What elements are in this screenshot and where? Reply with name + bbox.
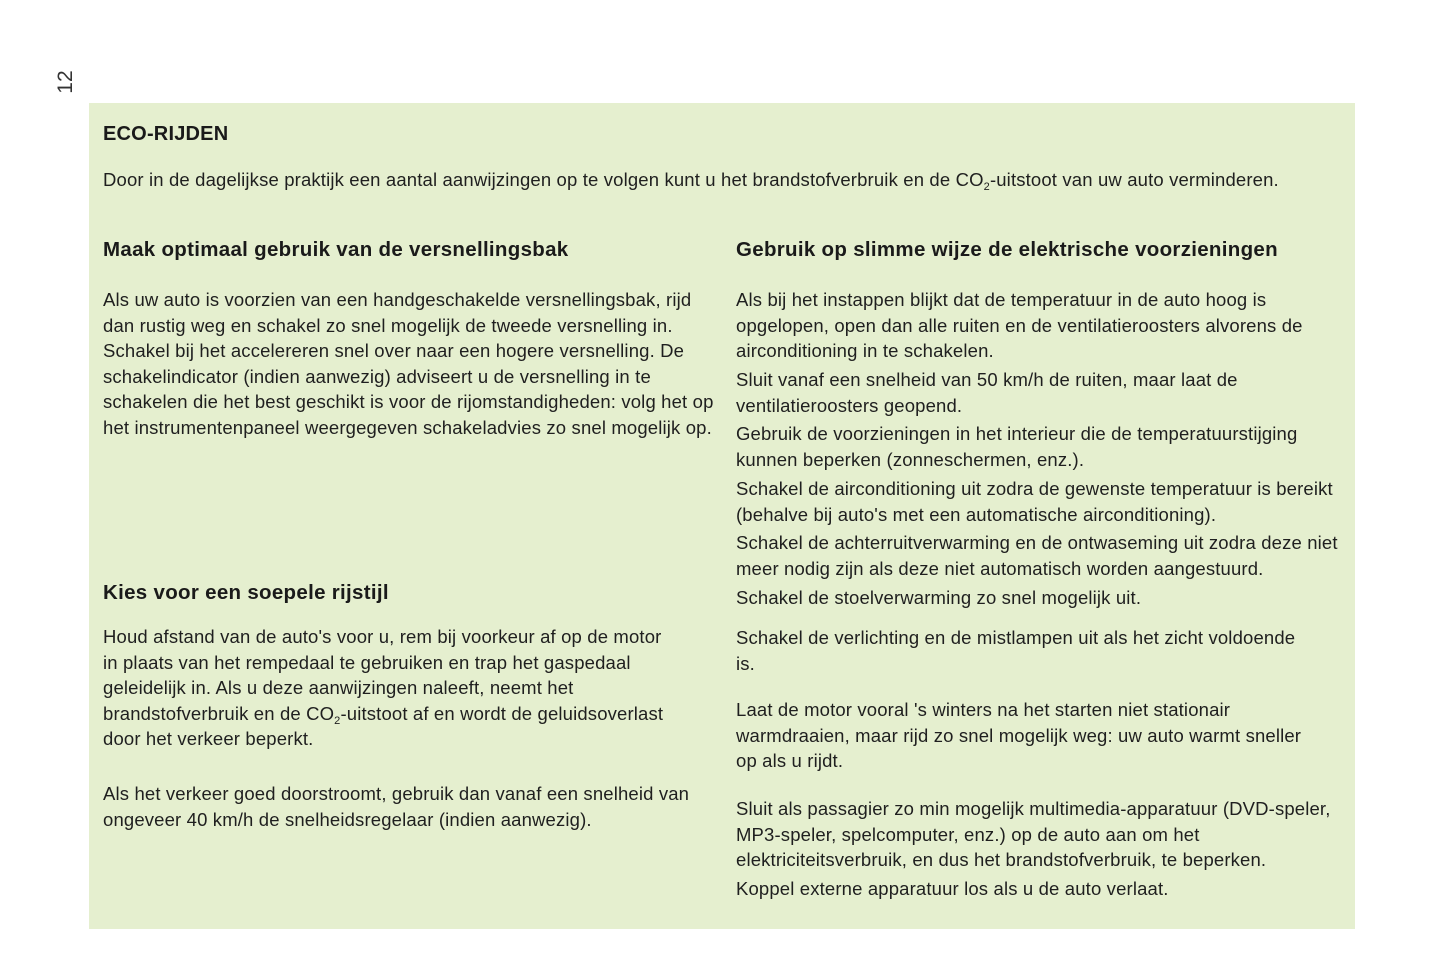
driving-style-text [103,624,675,752]
section-heading-driving-style: Kies voor een soepele rijstijl [103,581,389,604]
intro-text [103,167,1293,193]
electrical-tip-1: Als bij het instappen blijkt dat de temperatuur in de auto hoog is opgelopen, open dan alle ruiten en de ventilatieroosters alvorens de airconditioning in te schakelen. [736,289,1303,361]
electrical-tip-10: Koppel externe apparatuur los als u de auto verlaat. [736,878,1169,899]
electrical-tip-3: Gebruik de voorzieningen in het interieur die de temperatuurstijging kunnen beperken (zonneschermen, enz.). [736,423,1298,470]
electrical-tip-7: Schakel de verlichting en de mistlampen uit als het zicht voldoende is. [736,627,1296,674]
electrical-tip-9: Sluit als passagier zo min mogelijk multimedia-apparatuur (DVD-speler, MP3-speler, spelcomputer, enz.) op de auto aan om het elektriciteitsverbruik, en dus het brandstofverbruik, te beperken. [736,798,1331,870]
electrical-tip-8: Laat de motor vooral 's winters na het starten niet stationair warmdraaien, maar rijd zo snel mogelijk weg: uw auto warmt sneller op als u rijdt. [736,699,1302,771]
intro-text-part2: -uitstoot van uw auto verminderen. [989,169,1279,190]
driving-style-text-part2: -uitstoot af en wordt de geluidsoverlast door het verkeer beperkt. [103,702,664,749]
page-number: 12 [54,70,77,94]
co2-subscript: 2 [334,714,341,727]
page-title: ECO-RIJDEN [103,123,229,145]
electrical-tip-5: Schakel de achterruitverwarming en de ontwaseming uit zodra deze niet meer nodig zijn als deze niet automatisch worden aangestuurd. [736,532,1338,579]
intro-text-part1: Door in de dagelijkse praktijk een aantal aanwijzingen op te volgen kunt u het brandstofverbruik en de CO [103,169,984,190]
section-heading-electrical: Gebruik op slimme wijze de elektrische voorzieningen [736,238,1278,261]
electrical-tip-6: Schakel de stoelverwarming zo snel mogelijk uit. [736,587,1142,608]
gearbox-text: Als uw auto is voorzien van een handgeschakelde versnellingsbak, rijd dan rustig weg en schakel zo snel mogelijk de tweede versnelling in. Schakel bij het accelereren snel over naar een hogere versnelling. De schakelindicator (indien aanwezig) adviseert u de versnelling in te schakelen die het best geschikt is voor de rijomstandigheden: volg het op het instrumentenpaneel weergegeven schakeladvies zo snel mogelijk op. [103,289,714,438]
cruise-control-text: Als het verkeer goed doorstroomt, gebruik dan vanaf een snelheid van ongeveer 40 km/h de snelheidsregelaar (indien aanwezig). [103,783,690,830]
driving-style-text-part1: Houd afstand van de auto's voor u, rem bij voorkeur af op de motor in plaats van het rempedaal te gebruiken en trap het gaspedaal geleidelijk in. Als u deze aanwijzingen naleeft, neemt het brandstofverbruik en de CO [103,626,662,724]
electrical-tip-2: Sluit vanaf een snelheid van 50 km/h de ruiten, maar laat de ventilatieroosters geopend. [736,369,1238,416]
section-heading-gearbox: Maak optimaal gebruik van de versnellingsbak [103,238,569,261]
electrical-tip-4: Schakel de airconditioning uit zodra de gewenste temperatuur is bereikt (behalve bij auto's met een automatische airconditioning). [736,478,1333,525]
co2-subscript: 2 [983,181,990,193]
